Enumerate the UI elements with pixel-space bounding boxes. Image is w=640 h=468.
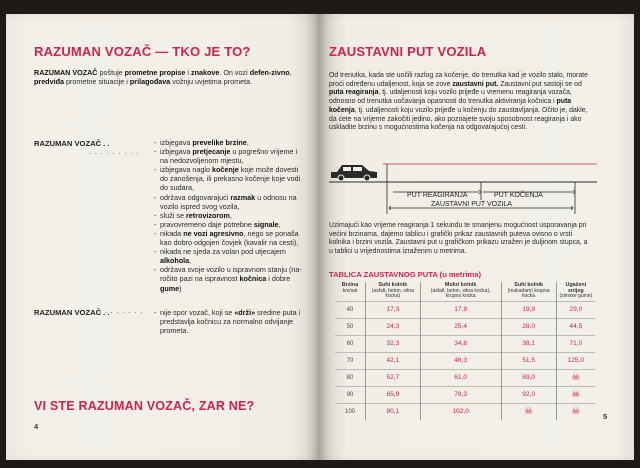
stopping-distance-diagram <box>329 156 599 220</box>
list-item-segment: , <box>278 219 281 229</box>
label-put-kocenja: PUT KOČENJA <box>494 192 543 199</box>
right-page-title: ZAUSTAVNI PUT VOZILA <box>329 44 487 59</box>
list-item-segment: kočnica <box>239 274 267 284</box>
intro-segment: defen-zivno <box>249 68 290 77</box>
table-cell: 17,8 <box>420 301 501 318</box>
intro-segment: , <box>289 68 292 77</box>
table-header: Mokri kolnik (asfalt, beton, sitna kocka), krupna kocka <box>420 282 501 301</box>
page-number-left: 4 <box>34 422 39 431</box>
table-cell: 52,7 <box>366 369 421 386</box>
table-cell: 42,1 <box>366 352 421 369</box>
skull-crossbones-icon: ☠ <box>556 386 595 403</box>
intro-segment: i <box>185 68 191 77</box>
list-item-segment: nikada <box>160 228 184 238</box>
list-item <box>154 308 302 335</box>
booklet <box>6 14 634 460</box>
list-item <box>154 220 302 229</box>
list-item-segment: gume <box>160 283 180 293</box>
table-cell: 61,0 <box>420 369 501 386</box>
para1-segment: puta reagiranja <box>329 89 379 97</box>
list-item-segment: i dobre <box>266 274 291 284</box>
list-item-segment: u odnosu na vozilo ispred svog vozila, <box>160 192 297 211</box>
table-row <box>335 369 595 386</box>
list-item <box>154 247 302 265</box>
list-item-segment: održava odgovarajući <box>160 192 231 202</box>
table-cell: 29,0 <box>556 301 595 318</box>
skull-crossbones-icon: ☠ <box>556 369 595 386</box>
intro-segment: prilagođava <box>129 77 171 87</box>
table-cell: 79,3 <box>420 386 501 403</box>
table-intro-paragraph: Uzimajući kao vrijeme reagiranja 1 sekundu te smanjenu mogućnost usporavanja pri većini brzinama, dajemo tablicu i grafički prikaz zaustavnih puteva ovisno o vrsti kolnika i brzini vozila. Zaustavni put u grafičkom prikazu izražen je duljinom stupca, a u tablici u vrijednostima izraženim u metrima. <box>329 222 588 255</box>
table-cell: 46,3 <box>420 352 501 369</box>
list-item-segment: razmak <box>230 192 256 202</box>
table-cell: 40 <box>335 301 366 318</box>
para1-segment: Zaustavni put sastoji se od <box>498 80 582 88</box>
para1-segment: , tj. udaljenosti koju vozilo prijeđe u vremenu reagiranja vozača, odnosno od trenutka uočavanja opasnosti do trenutka aktiviranja kočnica i <box>329 89 572 106</box>
table-cell: 25,4 <box>420 318 501 335</box>
intro-segment: poštuje <box>97 68 125 77</box>
intro-segment: predviđa <box>34 77 64 87</box>
intro-lead: RAZUMAN VOZAČ <box>34 68 98 77</box>
driver-label-2: RAZUMAN VOZAČ . . <box>34 308 110 317</box>
table-cell: 69,0 <box>501 369 556 386</box>
list-item-segment: , nego se ponaša kao dobro odgojen čovjek (kavalir na cesti), <box>160 228 299 248</box>
table-cell: 125,0 <box>556 352 595 369</box>
table-cell: 24,3 <box>366 318 421 335</box>
table-cell: 50 <box>335 318 366 335</box>
car-icon <box>331 165 377 181</box>
list-item-segment: ne vozi agresivno <box>183 228 244 238</box>
table-cell: 19,9 <box>501 301 556 318</box>
list-item-segment: retrovizorom <box>185 210 230 220</box>
list-item-segment: služi se <box>160 210 186 220</box>
bottom-title: VI STE RAZUMAN VOZAČ, ZAR NE? <box>34 399 255 413</box>
table-cell: 32,3 <box>366 335 421 352</box>
list-item-segment: izbjegava <box>160 138 193 147</box>
intro-segment: . On vozi <box>219 68 250 77</box>
table-row <box>335 301 595 318</box>
list-item <box>154 165 302 192</box>
para1-segment: Od trenutka, kada ste uočili razlog za kočenje, do trenutka kad je vozilo stalo, morate proći određenu udaljenost, koja se zove <box>329 72 588 88</box>
list-item-segment: signale <box>253 219 279 229</box>
list-item <box>154 193 302 211</box>
table-cell: 80 <box>335 369 366 386</box>
list-item-segment: sredine puta i predstavlja kočnicu za normalno odvijanje prometa. <box>160 308 301 336</box>
list-item-segment: ) <box>179 283 182 293</box>
list-item <box>154 265 302 292</box>
list-item-segment: koje može dovesti do zanošenja, ili prekasno kočenje koje vodi do sudara, <box>160 165 301 193</box>
list-item-segment: nije spor vozač, koji se <box>160 308 235 317</box>
table-cell: 38,1 <box>501 335 556 352</box>
table-header: Suhi kolnik (asfalt, beton, sitna kocka) <box>366 282 421 301</box>
table-cell: 71,0 <box>556 335 595 352</box>
list-item <box>154 147 302 165</box>
list-item <box>154 138 302 147</box>
table-row <box>335 386 595 403</box>
list-item <box>154 229 302 247</box>
list-item-segment: u pogrešno vrijeme i na nedozvoljenom mjestu, <box>160 147 298 166</box>
stopping-distance-paragraph <box>329 72 591 133</box>
table-row <box>335 403 595 420</box>
table-header: Suhi kolnik (makadam) krupna kocka <box>501 282 556 301</box>
table-title: TABLICA ZAUSTAVNOG PUTA (u metrima) <box>329 270 482 279</box>
label-put-reagiranja: PUT REAGIRANJA <box>407 192 468 199</box>
table-cell: 60 <box>335 335 366 352</box>
table-cell: 90 <box>335 386 366 403</box>
table-header: Ugaženi snijeg (zimske gume) <box>556 282 595 301</box>
driver-not-list <box>154 308 302 335</box>
list-item-segment: prevelike brzine <box>192 138 247 147</box>
list-item-segment: , <box>229 210 232 220</box>
table-cell: 34,8 <box>420 335 501 352</box>
list-item-segment: alkohola <box>160 256 190 266</box>
para1-segment: , tj. udaljenosti koju vozilo prijeđe u kočenju do zaustavljanja. Očito je, dakle, da ćete na vrijeme zakočiti jedino, ako poznajete svoju sposobnost reagiranja i ako uskladite brzinu s mogućnostima kočenja na odgovarajućoj cesti. <box>329 106 588 132</box>
table-cell: 100 <box>335 403 366 420</box>
intro-segment: prometne propise <box>124 68 186 77</box>
driver-qualities-list <box>154 138 302 293</box>
skull-crossbones-icon: ☠ <box>501 403 556 420</box>
dots-1: . . . . . . . . . <box>89 149 140 156</box>
page-number-right: 5 <box>603 412 608 421</box>
table-cell: 70 <box>335 352 366 369</box>
list-item-segment: izbjegava naglo <box>160 165 212 175</box>
intro-paragraph <box>34 68 292 86</box>
list-item-segment: kočenje <box>211 165 239 175</box>
intro-segment: prometne situacije i <box>63 77 130 87</box>
list-item-segment: održava svoje vozilo u ispravnom stanju (na-ročito pazi na ispravnost <box>160 265 302 284</box>
table-cell: 80,1 <box>366 403 421 420</box>
intro-segment: vožnju uvjetima prometa. <box>170 77 253 87</box>
list-item-segment: , <box>246 138 249 147</box>
table-cell: 51,5 <box>501 352 556 369</box>
table-row <box>335 352 595 369</box>
list-item-segment: pravovremeno daje potrebne <box>160 219 254 229</box>
table-cell: 17,3 <box>366 301 421 318</box>
table-row <box>335 318 595 335</box>
left-page <box>6 14 319 460</box>
intro-segment: znakove <box>190 68 220 77</box>
dots-2: . . . . . . . . <box>99 308 144 315</box>
stopping-distance-table <box>335 282 595 420</box>
list-item <box>154 211 302 220</box>
para1-segment: puta kočenja <box>329 98 572 114</box>
para1-segment: zaustavni put. <box>452 80 499 88</box>
table-row <box>335 335 595 352</box>
right-page <box>319 14 634 460</box>
list-item-segment: «drži» <box>234 308 256 317</box>
list-item-segment: nikada ne sjeda za volan pod utjecajem <box>160 247 286 257</box>
driver-label-1: RAZUMAN VOZAČ . . <box>34 139 110 148</box>
label-zaustavni-put: ZAUSTAVNI PUT VOZILA <box>431 201 512 208</box>
table-cell: 102,0 <box>420 403 501 420</box>
list-item-segment: , <box>189 256 192 266</box>
table-cell: 92,0 <box>501 386 556 403</box>
list-item-segment: pretjecanje <box>192 147 231 157</box>
table-cell: 65,9 <box>366 386 421 403</box>
table-header: Brzina km/sat <box>341 282 359 294</box>
skull-crossbones-icon: ☠ <box>556 403 595 420</box>
list-item-segment: izbjegava <box>160 147 193 157</box>
left-page-title: RAZUMAN VOZAČ — TKO JE TO? <box>34 44 251 59</box>
table-cell: 44,5 <box>556 318 595 335</box>
table-cell: 28,0 <box>501 318 556 335</box>
